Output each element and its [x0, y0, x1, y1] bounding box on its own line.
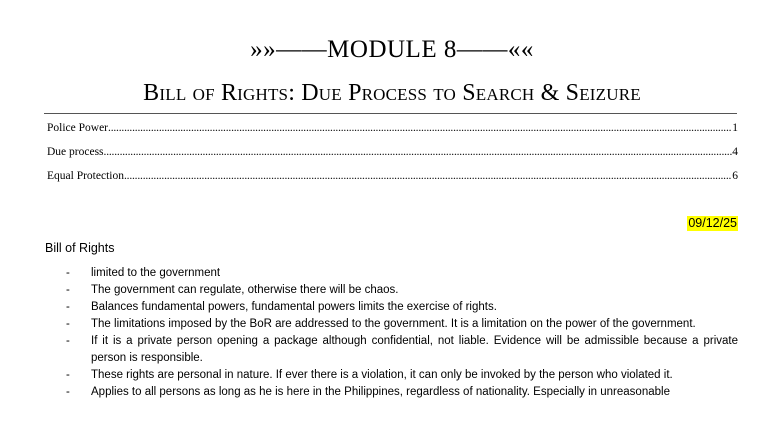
list-item — [66, 316, 738, 333]
bullet-marker: - — [66, 301, 70, 313]
toc-page-number: 6 — [732, 170, 738, 182]
toc-entry-police-power[interactable] — [47, 120, 738, 144]
toc-dot-leader — [104, 144, 733, 160]
list-item — [66, 299, 738, 316]
bullet-marker: - — [66, 335, 70, 347]
list-item-text: These rights are personal in nature. If ever there is a violation, it can only be invoked by the person who violated it. — [91, 369, 673, 381]
list-item-text: Balances fundamental powers, fundamental powers limits the exercise of rights. — [91, 301, 497, 313]
list-item-text: Applies to all persons as long as he is here in the Philippines, regardless of nationality. Especially in unreasonable — [91, 386, 670, 398]
bullet-marker: - — [66, 386, 70, 398]
list-item-text: The limitations imposed by the BoR are addressed to the government. It is a limitation on the power of the government. — [91, 318, 696, 330]
bullet-marker: - — [66, 318, 70, 330]
module-title: »»——MODULE 8——«« — [250, 36, 534, 63]
toc-entry-due-process[interactable] — [47, 144, 738, 168]
toc-page-number: 4 — [732, 146, 738, 158]
toc-entry-label: Due process — [47, 146, 104, 158]
toc-entry-equal-protection[interactable] — [47, 168, 738, 192]
bullet-marker: - — [66, 267, 70, 279]
document-title: Bill of Rights: Due Process to Search & Seizure — [143, 80, 641, 106]
list-item — [66, 333, 738, 367]
section-heading: Bill of Rights — [45, 241, 115, 255]
toc-entry-label: Equal Protection — [47, 170, 124, 182]
bullet-marker: - — [66, 284, 70, 296]
list-item — [66, 384, 738, 401]
toc-dot-leader — [124, 168, 732, 184]
list-item-text: limited to the government — [91, 267, 221, 279]
list-item-text: If it is a private person opening a package although confidential, not liable. Evidence will be admissible because a private person is responsible. — [91, 335, 738, 364]
list-item — [66, 367, 738, 384]
table-of-contents — [47, 120, 738, 192]
title-divider — [44, 113, 737, 114]
date-highlight: 09/12/25 — [688, 216, 737, 230]
list-item — [66, 282, 738, 299]
toc-entry-label: Police Power — [47, 122, 109, 134]
toc-page-number: 1 — [732, 122, 738, 134]
list-item-text: The government can regulate, otherwise there will be chaos. — [91, 284, 399, 296]
list-item — [66, 265, 738, 282]
bullet-list — [66, 265, 738, 401]
bullet-marker: - — [66, 369, 70, 381]
toc-dot-leader — [108, 120, 732, 136]
